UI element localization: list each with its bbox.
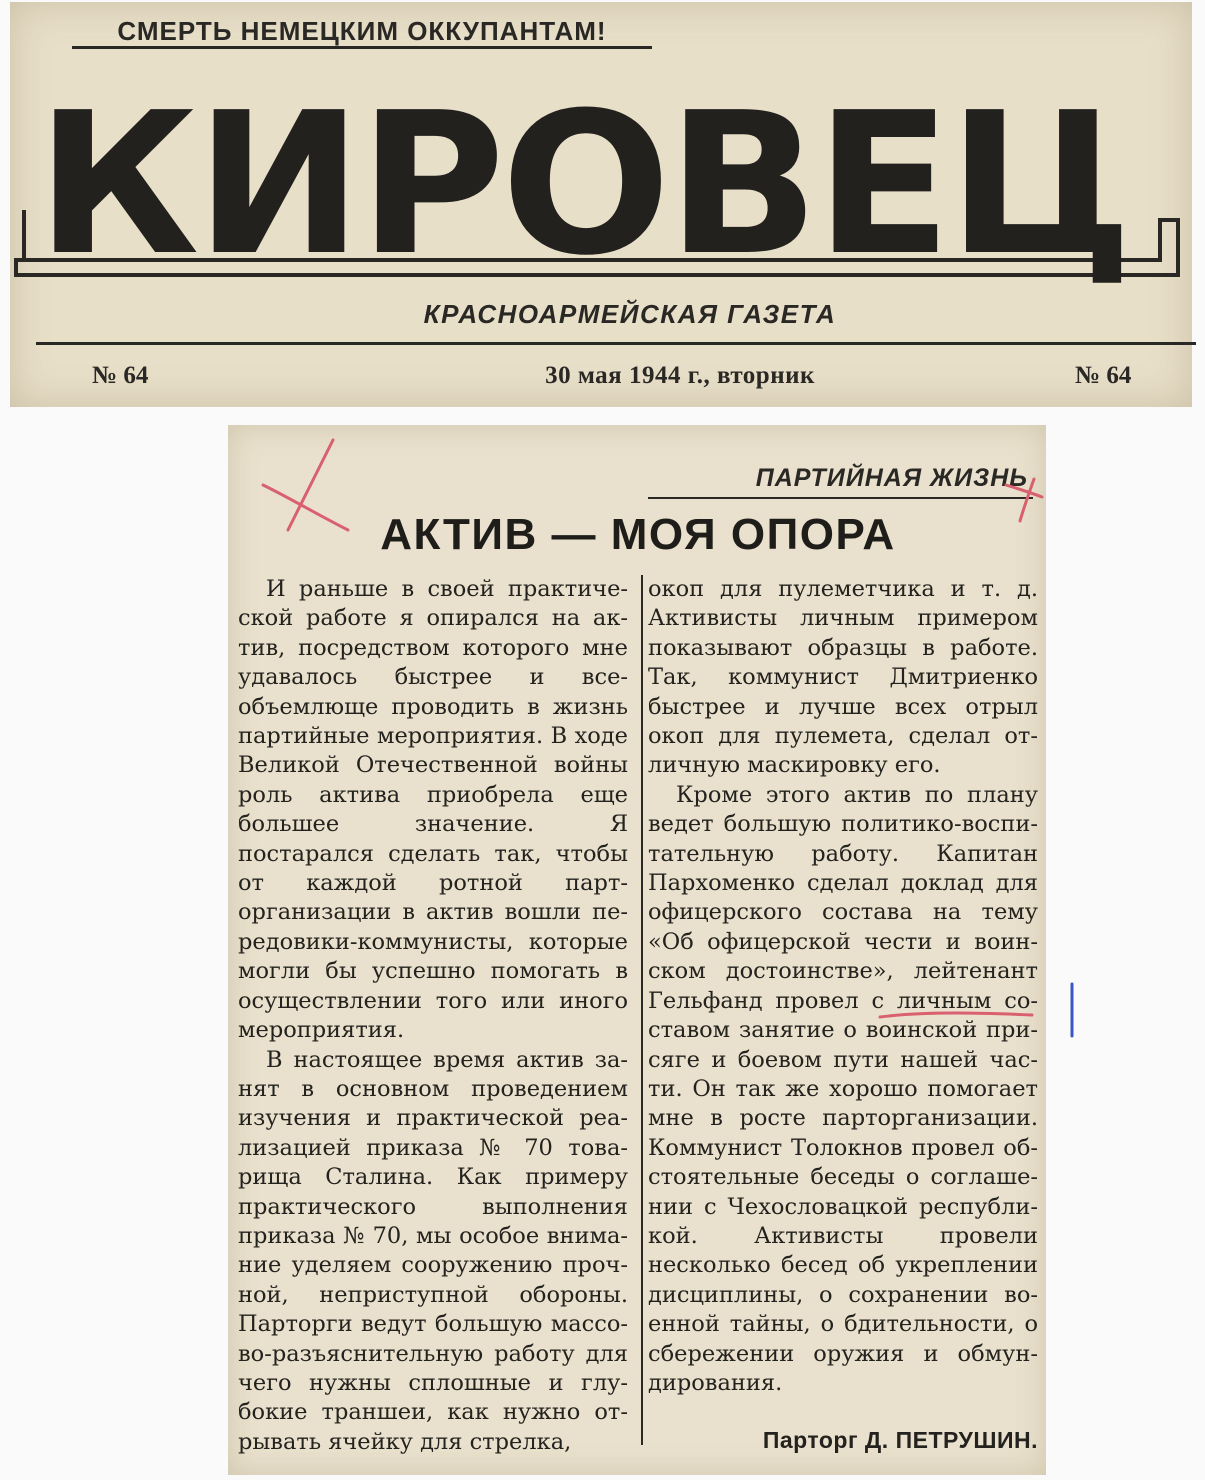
headline: АКТИВ — МОЯ ОПОРА [380,510,896,559]
article-clipping [228,425,1046,1475]
issue-date: 30 мая 1944 г., вторник [545,362,815,389]
newspaper-title: КИРОВЕЦ [36,71,1130,299]
rubric-rule [648,497,1033,499]
paragraph: И раньше в своей практической работе я опирался на актив, посредством которого мне удавалось быстрее и всеобъемлюще проводить в жизнь партийные мероприятия. В ходе Великой Отечественной войны роль актива приобрела еще большее значение. Я постарался сделать так, чтобы от каждой ротной парторганизации в актив вошли передовики-коммунисты, которые могли бы успешно помогать в осуществлении того или иного мероприятия. [238,576,628,1044]
rubric: ПАРТИЙНАЯ ЖИЗНЬ [755,464,1028,492]
masthead-rule [36,342,1196,345]
signature: Парторг Д. ПЕТРУШИН. [762,1427,1038,1453]
slogan: СМЕРТЬ НЕМЕЦКИМ ОККУПАНТАМ! [117,16,607,46]
paragraph: В настоящее время актив занят в основном проведением изучения и практической реализацией приказа № 70 товарища Сталина. Как примеру практического выполнения приказа № 70, мы особое внимание уделяем сооружению прочной, неприступной обороны. Парторги ведут большую массово-разъяснительную работу для чего нужны сплошные и глубокие траншеи, как нужно отрывать ячейку для стрелка, [238,1046,628,1455]
paragraph: окоп для пулеметчика и т. д. Активисты личным примером показывают образцы в работе. Так, коммунист Дмитриенко быстрее и лучше всех отрыл окоп для пулемета, сделал отличную маскировку его. [648,576,1038,779]
pen-margin-mark [1062,980,1082,1040]
paragraph: Кроме этого актив по плану ведет большую политико-воспитательную работу. Капитан Пархоменко сделал доклад для офицерского состава на тему «Об офицерской чести и воинском достоинстве», лейтенант Гельфанд провел с личным составом занятие о воинской присяге и боевом пути нашей части. Он так же хорошо помогает мне в росте парторганизации. Коммунист Толокнов провел обстоятельные беседы о соглашении с Чехословацкой республикой. Активисты провели несколько бесед об укреплении дисциплины, о сохранении военной тайны, о бдительности, о сбережении оружия и обмундирования. [648,781,1038,1396]
issue-number-right: № 64 [1075,362,1132,389]
right-column [648,575,1038,1465]
slogan-rule [72,46,652,49]
masthead-clipping [10,2,1192,407]
left-column [238,575,628,1465]
newspaper-subtitle: КРАСНОАРМЕЙСКАЯ ГАЗЕТА [423,299,837,329]
issue-number-left: № 64 [92,362,149,389]
title-frame [10,60,1180,299]
column-divider [641,575,643,1445]
